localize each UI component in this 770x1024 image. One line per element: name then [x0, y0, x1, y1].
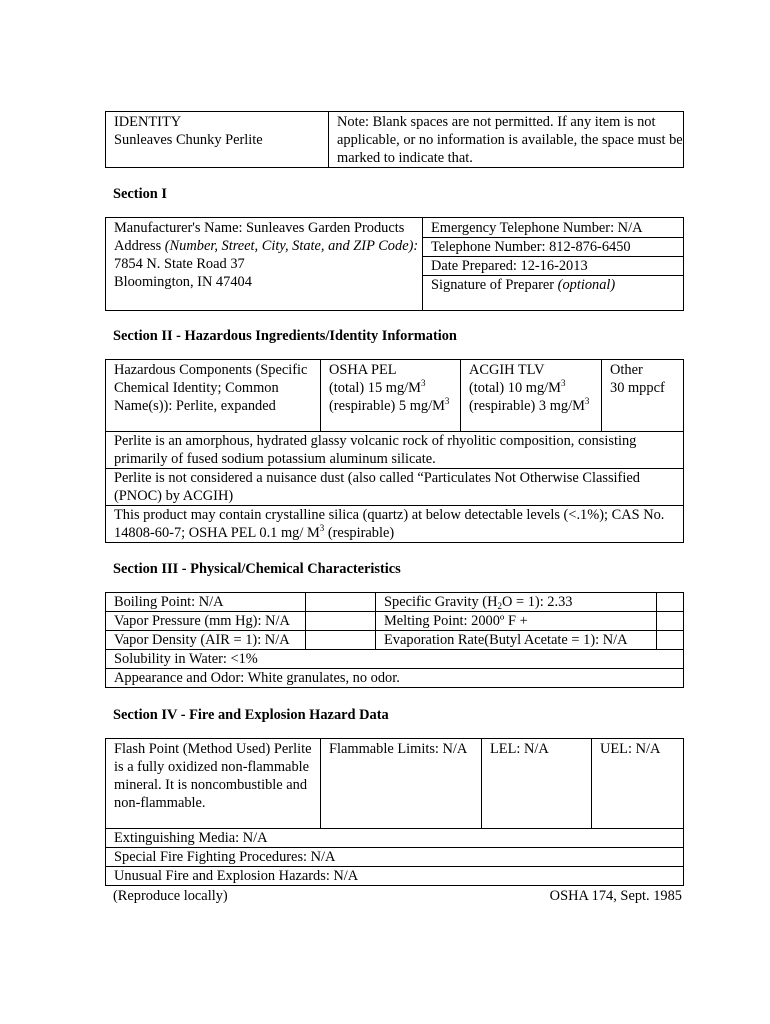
- extinguishing-media: Extinguishing Media: N/A: [106, 829, 684, 848]
- flash-point: Flash Point (Method Used) Perlite is a fully oxidized non-flammable mineral. It is noncombustible and non-flammable.: [106, 739, 321, 829]
- description-3: This product may contain crystalline silica (quartz) at below detectable levels (<.1%); CAS No. 14808-60-7; OSHA PEL 0.1 mg/ $M^3$ (respirable): [106, 506, 684, 543]
- melting-blank: [657, 612, 684, 631]
- section1-heading: Section I: [113, 186, 167, 202]
- lel: LEL: N/A: [482, 739, 592, 829]
- osha-pel-respirable: (respirable) 5 $mg/M^3$: [329, 396, 450, 414]
- section1-table: [105, 217, 684, 311]
- section3-heading: Section III - Physical/Chemical Characteristics: [113, 561, 401, 577]
- acgih-tlv-cell: [461, 360, 602, 432]
- solubility: Solubility in Water: <1%: [106, 650, 684, 669]
- address-label: Address (Number, Street, City, State, and ZIP Code):: [114, 238, 419, 254]
- other-title: Other: [610, 362, 643, 378]
- product-name: Sunleaves Chunky Perlite: [114, 132, 263, 148]
- appearance-odor: Appearance and Odor: White granulates, no odor.: [106, 669, 684, 688]
- identity-table: [105, 111, 684, 168]
- acgih-title: ACGIH TLV: [469, 362, 545, 378]
- signature-hint: (optional): [557, 277, 616, 293]
- address-street: 7854 N. State Road 37: [114, 256, 245, 272]
- date-prepared: Date Prepared: 12-16-2013: [423, 257, 684, 276]
- other-value: 30 mppcf: [610, 380, 665, 396]
- boiling-point: Boiling Point: N/A: [106, 593, 306, 612]
- special-procedures: Special Fire Fighting Procedures: N/A: [106, 848, 684, 867]
- section2-heading: Section II - Hazardous Ingredients/Identity Information: [113, 328, 457, 344]
- other-cell: [602, 360, 684, 432]
- specific-gravity: Specific Gravity $(H_2O = 1)$: 2.33: [376, 593, 657, 612]
- footer-right: OSHA 174, Sept. 1985: [549, 888, 682, 904]
- osha-pel-title: OSHA PEL: [329, 362, 397, 378]
- melting-point: Melting Point: 2000º F +: [376, 612, 657, 631]
- acgih-total: (total) 10 $mg/M^3$: [469, 378, 566, 396]
- boiling-blank: [306, 593, 376, 612]
- evaporation-rate: Evaporation Rate(Butyl Acetate = 1): N/A: [376, 631, 657, 650]
- address-city: Bloomington, IN 47404: [114, 274, 252, 290]
- vapor-density-blank: [306, 631, 376, 650]
- evaporation-blank: [657, 631, 684, 650]
- osha-pel-total: (total) 15 $mg/M^3$: [329, 378, 426, 396]
- description-2: Perlite is not considered a nuisance dust (also called “Particulates Not Otherwise Classified (PNOC) by ACGIH): [106, 469, 684, 506]
- description-1: Perlite is an amorphous, hydrated glassy volcanic rock of rhyolitic composition, consisting primarily of fused sodium potassium aluminum silicate.: [106, 432, 684, 469]
- acgih-respirable: (respirable) 3 $mg/M^3$: [469, 396, 590, 414]
- unusual-hazards: Unusual Fire and Explosion Hazards: N/A: [106, 867, 684, 886]
- manufacturer-name: Manufacturer's Name: Sunleaves Garden Products: [114, 220, 405, 236]
- identity-note: [329, 112, 684, 168]
- uel: UEL: N/A: [592, 739, 684, 829]
- emergency-phone: Emergency Telephone Number: N/A: [423, 218, 684, 238]
- signature: Signature of Preparer (optional): [423, 276, 684, 311]
- manufacturer-cell: [106, 218, 423, 311]
- section2-table: [105, 359, 684, 543]
- identity-label: IDENTITY: [114, 114, 182, 130]
- address-hint: (Number, Street, City, State, and ZIP Code):: [164, 238, 419, 254]
- note-text: Note: Blank spaces are not permitted. If any item is not applicable, or no information is available, the space must be marked to indicate that.: [337, 114, 683, 166]
- flammable-limits: Flammable Limits: N/A: [321, 739, 482, 829]
- vapor-pressure: Vapor Pressure (mm Hg): N/A: [106, 612, 306, 631]
- section3-table: [105, 592, 684, 688]
- section4-table: [105, 738, 684, 886]
- vapor-density: Vapor Density (AIR = 1): N/A: [106, 631, 306, 650]
- footer-left: (Reproduce locally): [113, 888, 228, 904]
- hazardous-components: Hazardous Components (Specific Chemical Identity; Common Name(s)): Perlite, expanded: [106, 360, 321, 432]
- telephone: Telephone Number: 812-876-6450: [423, 238, 684, 257]
- osha-pel-cell: [321, 360, 461, 432]
- specific-gravity-blank: [657, 593, 684, 612]
- section4-heading: Section IV - Fire and Explosion Hazard Data: [113, 707, 389, 723]
- identity-cell: [106, 112, 329, 168]
- vapor-pressure-blank: [306, 612, 376, 631]
